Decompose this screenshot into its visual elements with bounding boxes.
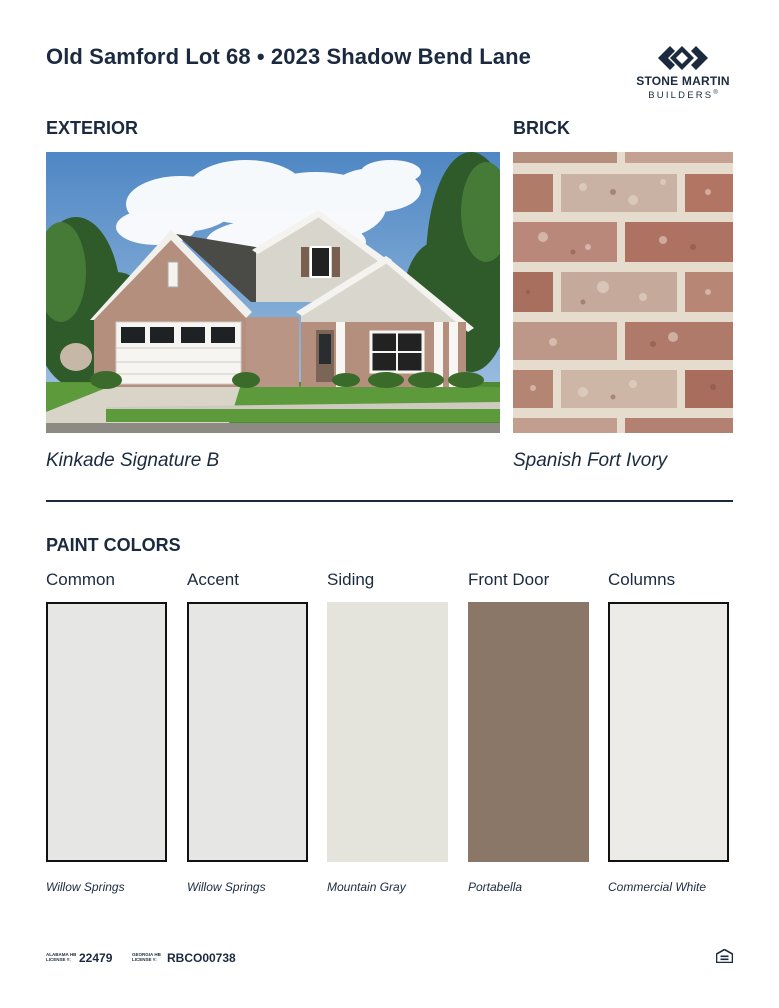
- paint-swatch-columns: [608, 602, 729, 862]
- paint-name-columns: Commercial White: [608, 880, 707, 894]
- paint-category-common: Common: [46, 570, 115, 589]
- paint-swatch-accent: [187, 602, 308, 862]
- page-title: Old Samford Lot 68 • 2023 Shadow Bend Lane: [46, 44, 531, 69]
- georgia-license-label: GEORGIA HB LICENSE #:: [132, 952, 161, 962]
- alabama-license-label: ALABAMA HB LICENSE #:: [46, 952, 77, 962]
- paint-colors-heading: PAINT COLORS: [46, 535, 181, 555]
- paint-name-common: Willow Springs: [46, 880, 125, 894]
- paint-category-columns: Columns: [608, 570, 676, 589]
- stone-martin-logo: [628, 44, 738, 106]
- exterior-heading: EXTERIOR: [46, 118, 139, 138]
- exterior-house-image: [46, 152, 500, 433]
- brick-name: Spanish Fort Ivory: [513, 450, 668, 471]
- alabama-license-number: 22479: [79, 951, 113, 965]
- brick-heading: BRICK: [513, 118, 570, 138]
- paint-swatch-front-door: [468, 602, 589, 862]
- paint-name-accent: Willow Springs: [187, 880, 266, 894]
- logo-subtitle: BUILDERS®: [648, 90, 718, 101]
- paint-swatch-common: [46, 602, 167, 862]
- paint-name-front-door: Portabella: [468, 880, 523, 894]
- paint-category-accent: Accent: [187, 570, 239, 589]
- paint-category-front-door: Front Door: [468, 570, 550, 589]
- section-divider: [46, 500, 733, 502]
- paint-category-siding: Siding: [327, 570, 375, 589]
- paint-swatch-siding: [327, 602, 448, 862]
- exterior-plan-name: Kinkade Signature B: [46, 450, 220, 471]
- diamond-logo-icon: [656, 44, 710, 72]
- logo-name: STONE MARTIN: [636, 74, 730, 88]
- brick-sample-image: [513, 152, 733, 433]
- equal-housing-icon: [716, 949, 733, 968]
- georgia-license-number: RBCO00738: [167, 951, 236, 965]
- paint-name-siding: Mountain Gray: [327, 880, 406, 894]
